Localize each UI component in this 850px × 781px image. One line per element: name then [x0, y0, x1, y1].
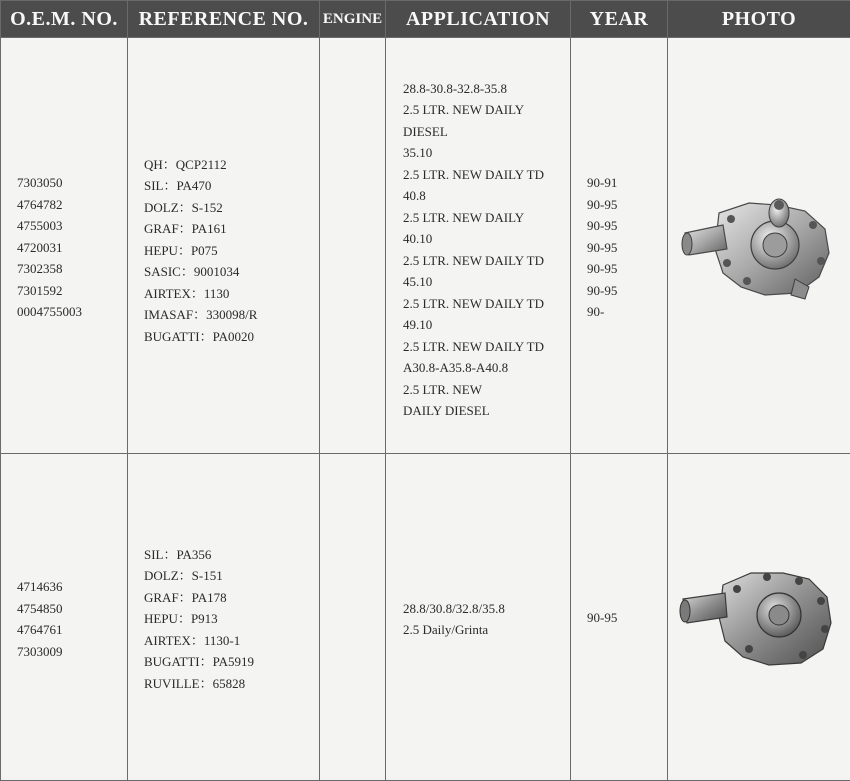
table-row — [1, 454, 850, 781]
oem-number: 7303050 — [17, 172, 127, 194]
oem-cell — [1, 454, 128, 781]
reference-number: AIRTEX：1130-1 — [144, 630, 319, 652]
engine-cell — [320, 454, 386, 781]
oem-cell — [1, 38, 128, 454]
application-line: DIESEL — [403, 121, 570, 143]
application-line: 28.8-30.8-32.8-35.8 — [403, 78, 570, 100]
reference-number: BUGATTI：PA5919 — [144, 651, 319, 673]
header-row — [1, 1, 850, 38]
application-line: 2.5 LTR. NEW DAILY TD — [403, 164, 570, 186]
header-engine: ENGINE — [320, 1, 386, 38]
reference-number: DOLZ：S-152 — [144, 197, 319, 219]
reference-number: SASIC：9001034 — [144, 261, 319, 283]
application-line: 2.5 LTR. NEW DAILY TD — [403, 293, 570, 315]
year-range: 90-95 — [587, 607, 667, 629]
year-range: 90-95 — [587, 194, 667, 216]
year-range: 90-95 — [587, 215, 667, 237]
water-pump-photo-icon — [679, 565, 839, 670]
photo-cell — [668, 38, 850, 454]
oem-number: 4764761 — [17, 619, 127, 641]
reference-cell — [128, 38, 320, 454]
reference-number: HEPU：P913 — [144, 608, 319, 630]
year-range: 90-95 — [587, 237, 667, 259]
reference-number: AIRTEX：1130 — [144, 283, 319, 305]
reference-number: GRAF：PA178 — [144, 587, 319, 609]
reference-number: BUGATTI：PA0020 — [144, 326, 319, 348]
reference-number: IMASAF：330098/R — [144, 304, 319, 326]
oem-number: 0004755003 — [17, 301, 127, 323]
header-application: APPLICATION — [386, 1, 571, 38]
table-row — [1, 38, 850, 454]
application-line: 28.8/30.8/32.8/35.8 — [403, 598, 570, 620]
oem-number: 4720031 — [17, 237, 127, 259]
oem-number: 7302358 — [17, 258, 127, 280]
application-line: 35.10 — [403, 142, 570, 164]
year-range: 90-91 — [587, 172, 667, 194]
year-cell — [571, 38, 668, 454]
oem-number: 4764782 — [17, 194, 127, 216]
reference-number: SIL：PA470 — [144, 175, 319, 197]
application-cell — [386, 38, 571, 454]
application-line: 2.5 LTR. NEW — [403, 379, 570, 401]
application-line: A30.8-A35.8-A40.8 — [403, 357, 570, 379]
header-photo: PHOTO — [668, 1, 850, 38]
application-line: DAILY DIESEL — [403, 400, 570, 422]
reference-number: QH：QCP2112 — [144, 154, 319, 176]
oem-number: 4755003 — [17, 215, 127, 237]
engine-cell — [320, 38, 386, 454]
oem-number: 7301592 — [17, 280, 127, 302]
water-pump-photo-icon — [679, 191, 839, 301]
application-line: 2.5 LTR. NEW DAILY — [403, 207, 570, 229]
application-cell — [386, 454, 571, 781]
oem-number: 4714636 — [17, 576, 127, 598]
year-range: 90-95 — [587, 280, 667, 302]
photo-cell — [668, 454, 850, 781]
application-line: 40.10 — [403, 228, 570, 250]
reference-number: RUVILLE：65828 — [144, 673, 319, 695]
year-range: 90- — [587, 301, 667, 323]
application-line: 45.10 — [403, 271, 570, 293]
year-cell — [571, 454, 668, 781]
application-line: 2.5 LTR. NEW DAILY TD — [403, 250, 570, 272]
application-line: 2.5 Daily/Grinta — [403, 619, 570, 641]
reference-number: GRAF：PA161 — [144, 218, 319, 240]
reference-number: SIL：PA356 — [144, 544, 319, 566]
header-reference: REFERENCE NO. — [128, 1, 320, 38]
application-line: 2.5 LTR. NEW DAILY TD — [403, 336, 570, 358]
oem-number: 7303009 — [17, 641, 127, 663]
application-line: 49.10 — [403, 314, 570, 336]
reference-number: HEPU：P075 — [144, 240, 319, 262]
header-year: YEAR — [571, 1, 668, 38]
application-line: 2.5 LTR. NEW DAILY — [403, 99, 570, 121]
reference-cell — [128, 454, 320, 781]
year-range: 90-95 — [587, 258, 667, 280]
oem-number: 4754850 — [17, 598, 127, 620]
header-oem: O.E.M. NO. — [1, 1, 128, 38]
application-line: 40.8 — [403, 185, 570, 207]
reference-number: DOLZ：S-151 — [144, 565, 319, 587]
